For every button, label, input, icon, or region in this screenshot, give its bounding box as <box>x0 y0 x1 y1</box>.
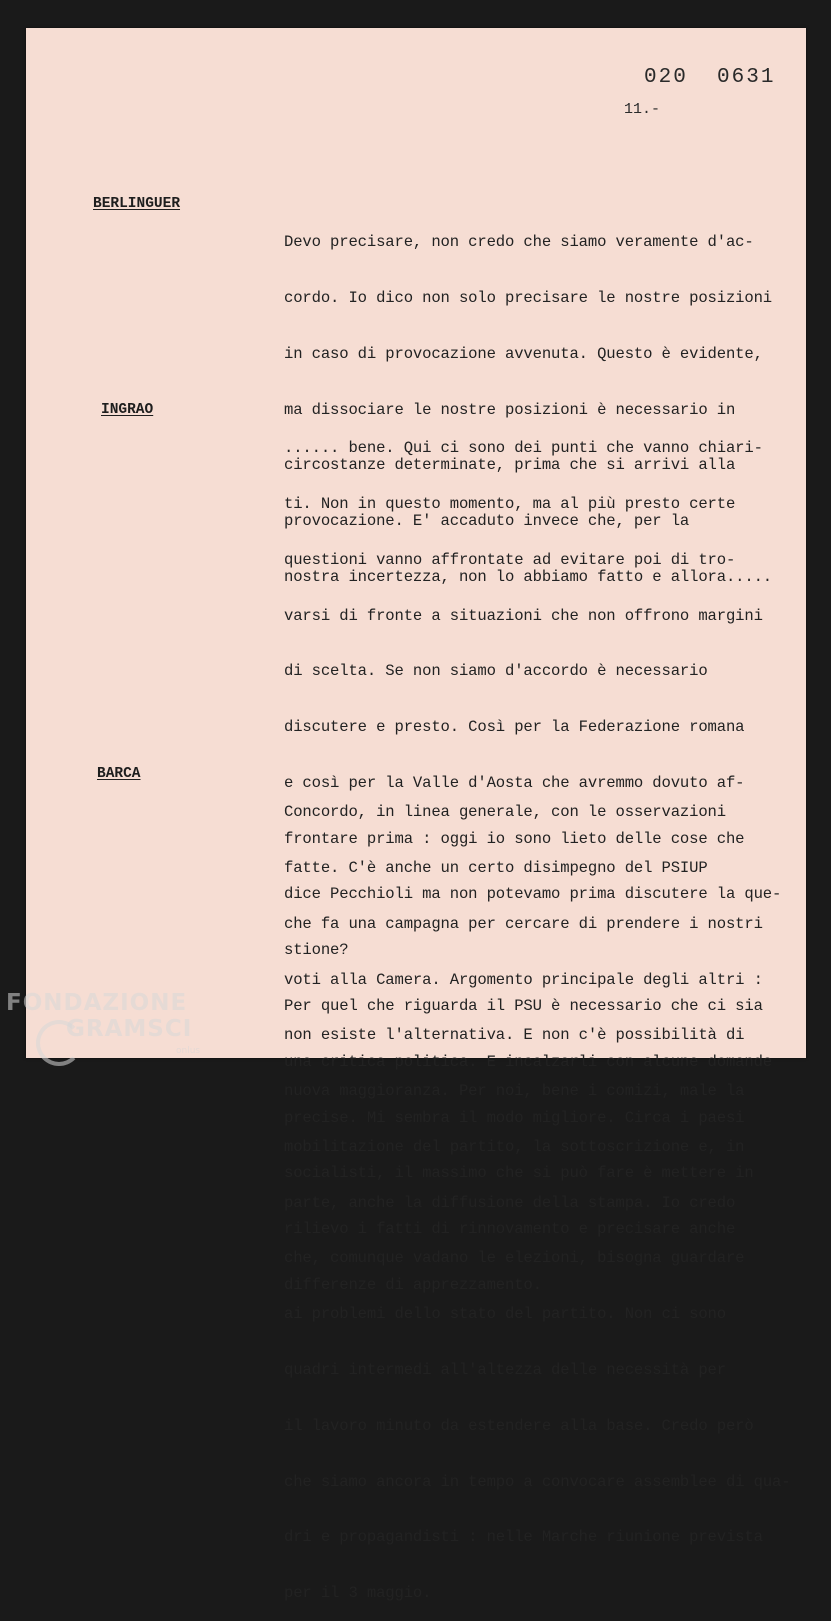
speech-line: ...... bene. Qui ci sono dei punti che vanno chiari- <box>284 439 763 458</box>
speech-line: questioni vanno affrontate ad evitare poi di tro- <box>284 550 736 569</box>
speech-line: il lavoro minuto da estendere alla base. Credo però <box>284 1416 754 1435</box>
speech-line: che siamo ancora in tempo a convocare assemblee di qua- <box>284 1472 791 1491</box>
speech-line: per il 3 maggio. <box>284 1584 432 1603</box>
speech-line: voti alla Camera. Argomento principale degli altri : <box>284 970 763 989</box>
speech-line: nostra incertezza, non lo abbiamo fatto e allora..... <box>284 567 773 586</box>
speech-line: parte, anche la diffusione della stampa. Io credo <box>284 1193 736 1212</box>
speech-line: provocazione. E' accaduto invece che, per la <box>284 512 690 531</box>
speech-line: Devo precisare, non credo che siamo veramente d'ac- <box>284 233 754 252</box>
speech-line: stione? <box>284 941 349 960</box>
speech-line: ti. Non in questo momento, ma al più presto certe <box>284 494 736 513</box>
archive-document-number: 020 0631 <box>644 66 776 89</box>
watermark-line-2 <box>6 1016 192 1042</box>
speech-line: e così per la Valle d'Aosta che avremmo dovuto af- <box>284 773 745 792</box>
speech-line: non esiste l'alternativa. E non c'è possibilità di <box>284 1026 745 1045</box>
speaker-name: INGRAO <box>101 402 154 418</box>
speech-line: varsi di fronte a situazioni che non offrono margini <box>284 606 763 625</box>
speech-line: socialisti, il massimo che si può fare è mettere in <box>284 1164 754 1183</box>
gramsci-logo-icon <box>36 1020 82 1066</box>
speech-line: cordo. Io dico non solo precisare le nostre posizioni <box>284 288 773 307</box>
speech-line: nuova maggioranza. Per noi, bene i comizi, male la <box>284 1082 745 1101</box>
speech-line: dri e propagandisti : nelle Marche riunione prevista <box>284 1528 763 1547</box>
speech-line: Per quel che riguarda il PSU è necessario che ci sia <box>284 997 763 1015</box>
speech-line: frontare prima : oggi io sono lieto delle cose che <box>284 829 745 848</box>
watermark-line-1: FONDAZIONE <box>6 990 188 1016</box>
speech-line: fatte. C'è anche un certo disimpegno del PSIUP <box>284 858 708 877</box>
speech-line: differenze di apprezzamento. <box>284 1275 542 1294</box>
page-number: 11.- <box>624 101 661 118</box>
speech-line: una critica politica. E incalzarli con alcune domande <box>284 1052 773 1071</box>
watermark-suffix: onlus <box>176 1046 201 1056</box>
speech-line: ma dissociare le nostre posizioni è necessario in <box>284 400 736 419</box>
speech-line: circostanze determinate, prima che si arrivi alla <box>284 456 736 475</box>
speech-line: rilievo i fatti di rinnovamento e precisare anche <box>284 1220 736 1239</box>
speech-line: discutere e presto. Così per la Federazione romana <box>284 718 745 737</box>
speech-line: che fa una campagna per cercare di prendere i nostri <box>284 914 763 933</box>
speech-line: quadri intermedi all'altezza delle necessità per <box>284 1361 726 1379</box>
speaker-name: BERLINGUER <box>93 196 181 212</box>
speech-line: dice Pecchioli ma non potevamo prima discutere la que- <box>284 885 782 904</box>
speech-line: che, comunque vadano le elezioni, bisogna guardare <box>284 1249 745 1268</box>
speech-line: di scelta. Se non siamo d'accordo è necessario <box>284 662 708 681</box>
watermark-line-2-text: GRAMSCI <box>66 1016 193 1042</box>
speaker-name: BARCA <box>97 766 141 782</box>
speech-text <box>284 766 794 1621</box>
speech-line: Concordo, in linea generale, con le osservazioni <box>284 803 726 822</box>
speech-line: ai problemi dello stato del partito. Non ci sono <box>284 1305 726 1324</box>
fondazione-gramsci-watermark <box>6 990 201 1056</box>
speech-line: in caso di provocazione avvenuta. Questo è evidente, <box>284 344 763 363</box>
speech-line: precise. Mi sembra il modo migliore. Circa i paesi <box>284 1108 745 1127</box>
speech-line: mobilitazione del partito, la sottoscrizione e, in <box>284 1137 745 1156</box>
